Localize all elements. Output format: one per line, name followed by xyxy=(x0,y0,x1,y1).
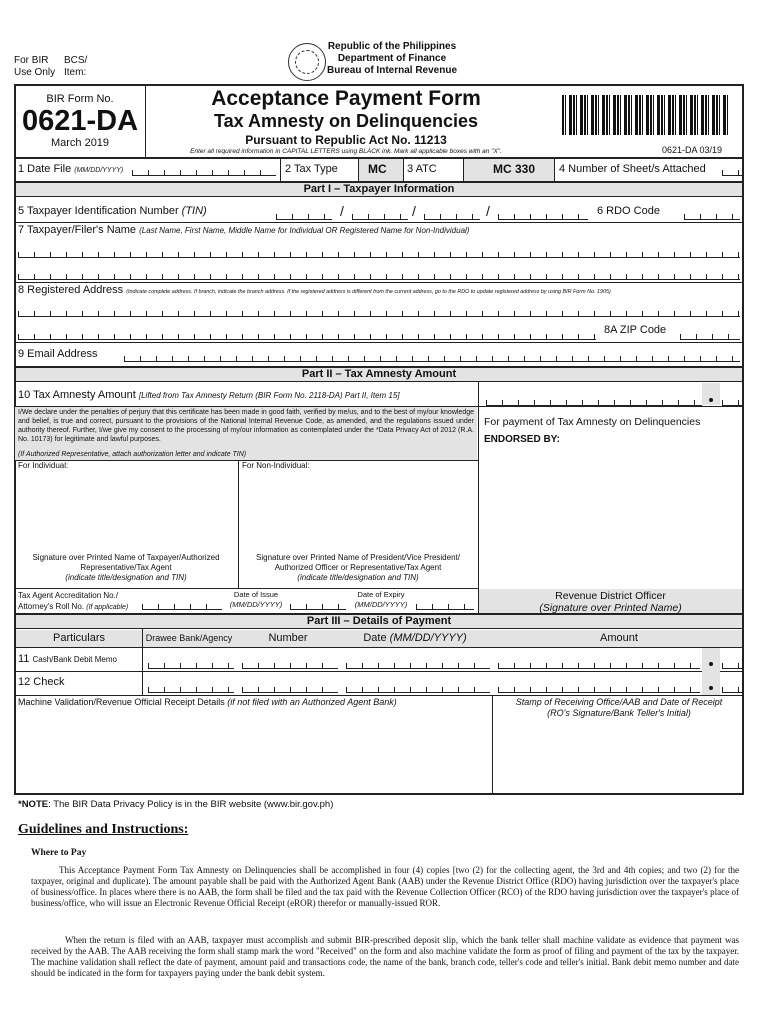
drawee-header: Drawee Bank/Agency xyxy=(145,633,233,643)
part-1-title: Part I – Taxpayer Information xyxy=(14,182,744,197)
check-amount-input[interactable] xyxy=(498,683,700,693)
cash-label: 11 Cash/Bank Debit Memo xyxy=(18,653,117,665)
declaration-text: I/We declare under the penalties of perjury that this certificate has been made in good faith, verified by me/us, and to the best of my/our knowledge and belief, is true and correct, pursuant to the provisions of the National Internal Revenue Code, as amended, and the regulations issued under authority thereof. Further, I/we give my consent to the processing of my/our information as contemplated under the *Data Privacy Act of 2012 (R.A. No. 10173) for legitimate and lawful purposes. xyxy=(18,409,474,443)
tin-input-2[interactable] xyxy=(352,210,408,220)
check-number-input[interactable] xyxy=(242,683,338,693)
tax-amnesty-amount-cents[interactable] xyxy=(722,396,742,406)
for-non-individual-label: For Non-Individual: xyxy=(242,461,310,470)
machine-validation-label: Machine Validation/Revenue Official Receipt Details (if not filed with an Authorized Agent Bank) xyxy=(18,697,397,707)
tin-input-1[interactable] xyxy=(276,210,332,220)
form-instruction: Enter all required information in CAPITAL LETTERS using BLACK ink. Mark all applicable boxes with an "X". xyxy=(190,148,502,155)
payment-for-label: For payment of Tax Amnesty on Delinquencies xyxy=(484,416,701,428)
tin-input-3[interactable] xyxy=(424,210,480,220)
privacy-note: *NOTE: The BIR Data Privacy Policy is in the BIR website (www.bir.gov.ph) xyxy=(18,799,334,810)
bir-seal-icon xyxy=(288,43,326,81)
check-label: 12 Check xyxy=(18,676,65,688)
accreditation-label: Tax Agent Accreditation No./ Attorney's Roll No. (If applicable) xyxy=(18,591,129,611)
rdo-code-label: 6 RDO Code xyxy=(597,205,660,217)
form-subtitle: Tax Amnesty on Delinquencies xyxy=(213,111,479,131)
tin-label: 5 Taxpayer Identification Number (TIN) xyxy=(18,205,207,217)
name-label: 7 Taxpayer/Filer's Name (Last Name, First Name, Middle Name for Individual OR Registered Name for Non-Individual) xyxy=(18,224,470,236)
date-file-label: 1 Date File (MM/DD/YYYY) xyxy=(18,163,124,175)
stamp-label: Stamp of Receiving Office/AAB and Date of Receipt (RO's Signature/Bank Teller's Initial) xyxy=(515,697,723,718)
tin-slash-2: / xyxy=(412,203,416,219)
date-header: Date (MM/DD/YYYY) xyxy=(363,632,467,644)
number-header: Number xyxy=(268,632,308,644)
address-input-line-1[interactable] xyxy=(18,307,740,317)
address-input-line-2[interactable] xyxy=(18,330,596,340)
tin-slash-1: / xyxy=(340,203,344,219)
email-input[interactable] xyxy=(124,352,740,362)
signature-individual[interactable]: Signature over Printed Name of Taxpayer/Authorized Representative/Tax Agent (indicate title/designation and TIN) xyxy=(32,553,220,582)
where-to-pay-heading: Where to Pay xyxy=(31,848,87,858)
check-amount-cents[interactable] xyxy=(722,683,742,693)
name-input-line-2[interactable] xyxy=(18,270,740,280)
for-individual-label: For Individual: xyxy=(18,461,69,470)
date-file-input[interactable] xyxy=(132,166,276,176)
form-number: 0621-DA xyxy=(21,105,139,137)
atc-label: 3 ATC xyxy=(407,163,437,175)
form-legal-basis: Pursuant to Republic Act No. 11213 xyxy=(245,133,447,147)
zip-label: 8A ZIP Code xyxy=(604,324,667,336)
guidelines-heading: Guidelines and Instructions: xyxy=(18,822,189,837)
cash-amount-input[interactable] xyxy=(498,659,700,669)
bcs-item-label: BCS/ Item: xyxy=(64,55,88,78)
date-issue-input[interactable] xyxy=(290,600,346,610)
cash-amount-cents[interactable] xyxy=(722,659,742,669)
barcode-code: 0621-DA 03/19 xyxy=(662,145,723,155)
date-issue-label: Date of Issue (MM/DD/YYYY) xyxy=(229,590,283,609)
rdo-officer-signature[interactable]: Revenue District Officer (Signature over Printed Name) xyxy=(539,590,682,614)
name-input-line-1[interactable] xyxy=(18,248,740,258)
tax-amnesty-amount-label: 10 Tax Amnesty Amount [Lifted from Tax Amnesty Return (BIR Form No. 2118-DA) Part II, Item 15] xyxy=(18,389,400,401)
tin-input-4[interactable] xyxy=(498,210,588,220)
part-3-title: Part III – Details of Payment xyxy=(14,614,744,629)
guidelines-paragraph-1: This Acceptance Payment Form Tax Amnesty on Delinquencies shall be accomplished in four (4) copies [two (2) for the collecting agent, the 3rd and 4th copies; and two (2) for the taxpayer, original and duplicate). The amount payable shall be paid with the Authorized Agent Bank (AAB) under the Revenue District Office (RDO) having jurisdiction over the taxpayer's place of business/office. In places where there is no AAB, the form shall be filed and the tax paid with the Revenue Collection Officer (RCO) of the RDO having jurisdiction over the taxpayer's place of business/office, who will issue an Electronic Revenue Official Receipt (eROR) therefor or manually-issued ROR. xyxy=(31,865,739,908)
tax-type-value: MC xyxy=(368,162,387,176)
part-2-title: Part II – Tax Amnesty Amount xyxy=(14,367,744,382)
zip-input[interactable] xyxy=(680,330,740,340)
tax-type-label: 2 Tax Type xyxy=(285,163,338,175)
for-bir-label: For BIR Use Only xyxy=(14,55,56,78)
form-title: Acceptance Payment Form xyxy=(211,87,481,110)
tin-slash-3: / xyxy=(486,203,490,219)
form-date: March 2019 xyxy=(50,137,110,149)
barcode-icon xyxy=(562,95,728,135)
endorsed-by-label: ENDORSED BY: xyxy=(484,434,560,445)
sheets-label: 4 Number of Sheet/s Attached xyxy=(559,163,706,175)
cash-number-input[interactable] xyxy=(242,659,338,669)
email-label: 9 Email Address xyxy=(18,348,98,360)
tax-amnesty-amount-input[interactable] xyxy=(486,396,702,406)
particulars-header: Particulars xyxy=(53,632,105,644)
signature-non-individual[interactable]: Signature over Printed Name of President/Vice President/ Authorized Officer or Representative/Tax Agent (indicate title/designation and TIN) xyxy=(256,553,460,582)
rdo-code-input[interactable] xyxy=(684,210,740,220)
atc-value: MC 330 xyxy=(493,162,536,176)
accreditation-input[interactable] xyxy=(142,600,222,610)
authorized-note: (If Authorized Representative, attach authorization letter and indicate TIN) xyxy=(18,451,247,458)
guidelines-paragraph-2: When the return is filed with an AAB, taxpayer must accomplish and submit BIR-prescribed deposit slip, which the bank teller shall machine validate as evidence that payment was received by the AAB. The AAB receiving the form shall stamp mark the word "Received" on the form and also machine validate the form as proof of filing and payment of the tax by the taxpayer. The machine validation shall reflect the date of payment, amount paid and transactions code, the name of the bank, branch code, teller's code and teller's initial. Bank debit memo number and date should be indicated in the form for taxpayers paying under the bank debit system. xyxy=(31,935,739,978)
check-drawee-input[interactable] xyxy=(148,683,234,693)
check-date-input[interactable] xyxy=(346,683,490,693)
date-expiry-input[interactable] xyxy=(416,600,474,610)
agency-header: Republic of the Philippines Department of Finance Bureau of Internal Revenue xyxy=(326,41,458,76)
form-label: BIR Form No. xyxy=(46,93,114,105)
amount-header: Amount xyxy=(600,632,638,644)
cash-drawee-input[interactable] xyxy=(148,659,234,669)
address-label: 8 Registered Address (Indicate complete address. If branch, indicate the branch address. If the registered address is different from the current address, go to the RDO to update registered address by using BIR Form No. 1905) xyxy=(18,284,611,296)
date-expiry-label: Date of Expiry (MM/DD/YYYY) xyxy=(354,590,408,609)
cash-date-input[interactable] xyxy=(346,659,490,669)
sheets-input[interactable] xyxy=(722,166,742,176)
